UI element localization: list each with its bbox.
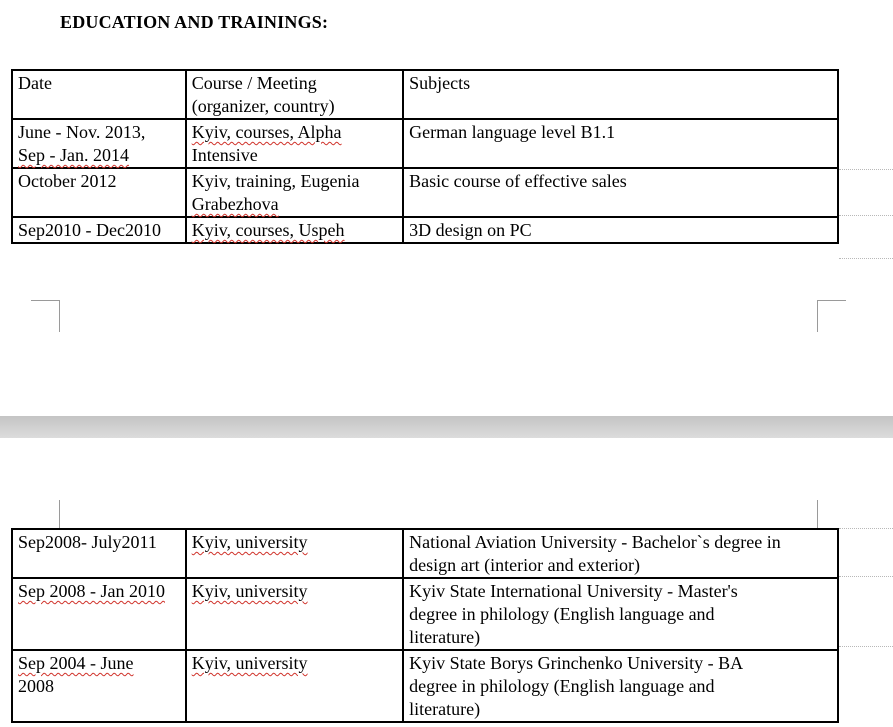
table-row (12, 578, 838, 650)
header-subjects[interactable]: Subjects (403, 70, 838, 119)
education-table-top (11, 69, 839, 244)
cell-date[interactable]: Sep2008- July2011 (12, 529, 186, 578)
table-gridline (839, 215, 893, 216)
table-row (12, 217, 838, 243)
table-row (12, 119, 838, 168)
cell-course[interactable]: Kyiv, university (186, 578, 403, 650)
cell-course[interactable]: Kyiv, training, Eugenia Grabezhova (186, 168, 403, 217)
cell-subjects[interactable]: National Aviation University - Bachelor`s degree in design art (interior and exterior) (403, 529, 838, 578)
cell-subjects[interactable]: Kyiv State International University - Master's degree in philology (English language and literature) (403, 578, 838, 650)
header-course[interactable]: Course / Meeting (organizer, country) (186, 70, 403, 119)
table-header-row (12, 70, 838, 119)
cell-date[interactable]: Sep2010 - Dec2010 (12, 217, 186, 243)
table-gridline (839, 258, 893, 259)
cell-subjects[interactable]: 3D design on PC (403, 217, 838, 243)
cell-course[interactable]: Kyiv, courses, Uspeh (186, 217, 403, 243)
table-gridline (839, 576, 893, 577)
cell-date[interactable]: Sep 2004 - June 2008 (12, 650, 186, 722)
section-heading: EDUCATION AND TRAININGS: (60, 12, 329, 32)
table-row (12, 650, 838, 722)
cell-date[interactable]: October 2012 (12, 168, 186, 217)
cell-date[interactable]: June - Nov. 2013, Sep - Jan. 2014 (12, 119, 186, 168)
table-gridline (839, 528, 893, 529)
cell-course[interactable]: Kyiv, courses, Alpha Intensive (186, 119, 403, 168)
margin-corner-mark (817, 300, 846, 332)
margin-corner-mark (59, 500, 60, 528)
page-break-gap (0, 416, 893, 438)
cell-subjects[interactable]: Kyiv State Borys Grinchenko University - BA degree in philology (English language and literature) (403, 650, 838, 722)
cell-subjects[interactable]: Basic course of effective sales (403, 168, 838, 217)
margin-corner-mark (31, 300, 60, 332)
cell-course[interactable]: Kyiv, university (186, 650, 403, 722)
cell-subjects[interactable]: German language level B1.1 (403, 119, 838, 168)
cell-date[interactable]: Sep 2008 - Jan 2010 (12, 578, 186, 650)
table-row (12, 529, 838, 578)
cell-course[interactable]: Kyiv, university (186, 529, 403, 578)
margin-corner-mark (817, 500, 818, 528)
education-table-bottom (11, 528, 839, 723)
header-date[interactable]: Date (12, 70, 186, 119)
table-row (12, 168, 838, 217)
table-gridline (839, 646, 893, 647)
table-gridline (839, 169, 893, 170)
